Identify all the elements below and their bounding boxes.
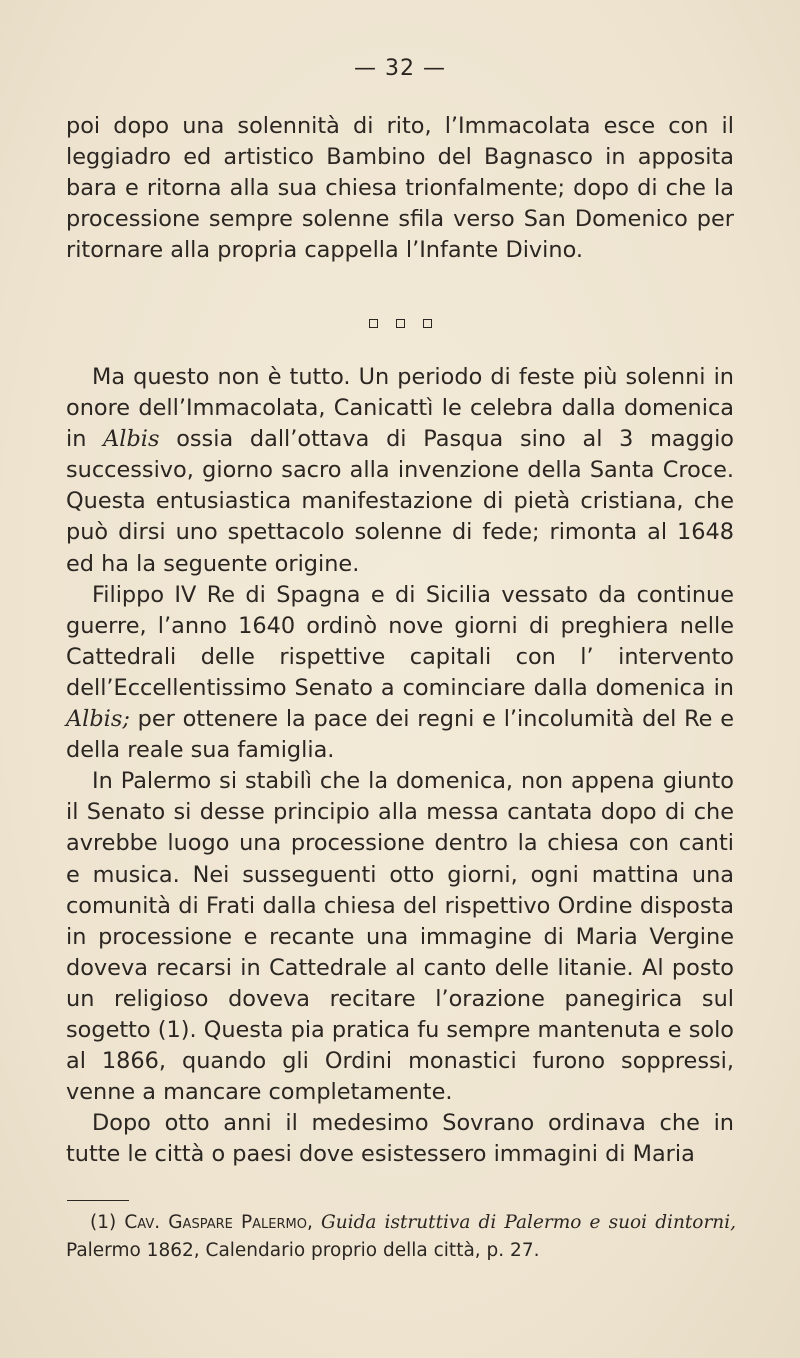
paragraph-filippo: Filippo IV Re di Spagna e di Sicilia vessato da continue guerre, l’anno 1640 ordinò nove giorni di preghiera nelle Cattedrali delle rispettive capitali con l’ intervento dell’Eccellentissimo Senato a cominciare dalla domenica in Albis; per ottenere la pace dei regni e l’incolumità del Re e della reale sua famiglia. [66, 581, 734, 764]
ornament-square-icon [423, 319, 432, 328]
ornament-square-icon [396, 319, 405, 328]
paragraph-palermo: In Palermo si stabilì che la domenica, non appena giunto il Senato si desse principio alla messa cantata dopo di che avrebbe luogo una processione dentro la chiesa con canti e musica. Nei susseguenti otto giorni, ogni mattina una comunità di Frati dalla chiesa del rispettivo Ordine disposta in processione e recante una immagine di Maria Vergine doveva recarsi in Cattedrale al canto delle litanie. Al posto un religioso doveva recitare l’orazione panegirica sul sogetto (1). Questa pia pratica fu sempre mantenuta e solo al 1866, quando gli Ordini monastici furono soppressi, venne a mancare completamente. [66, 768, 734, 1106]
text-block-top [66, 111, 734, 266]
footnote-divider [67, 1200, 129, 1201]
paragraph-sovrano: Dopo otto anni il medesimo Sovrano ordinava che in tutte le città o paesi dove esistessero immagini di Maria [66, 1110, 734, 1168]
footnote-marker: (1) [90, 1212, 117, 1233]
footnote [66, 1209, 736, 1265]
footnote-details: Palermo 1862, Calendario proprio della città, p. 27. [66, 1240, 540, 1261]
italic-term-albis: Albis; [66, 706, 130, 733]
paragraph-continuation: poi dopo una solennità di rito, l’Immacolata esce con il leggiadro ed artistico Bambino del Bagnasco in apposita bara e ritorna alla sua chiesa trionfalmente; dopo di che la processione sempre solenne sfila verso San Domenico per ritornare alla propria cappella l’Infante Divino. [66, 113, 734, 264]
text-block-main [66, 362, 734, 1170]
footnote-title: Guida istruttiva di Palermo e suoi dintorni, [320, 1212, 736, 1233]
section-ornament [0, 313, 800, 332]
footnote-author: Cav. Gaspare Palermo, [124, 1212, 313, 1233]
ornament-square-icon [369, 319, 378, 328]
page-number: — 32 — [354, 56, 446, 81]
paragraph-feste: Ma questo non è tutto. Un periodo di feste più solenni in onore dell’Immacolata, Canicattì le celebra dalla domenica in Albis ossia dall’ottava di Pasqua sino al 3 maggio successivo, giorno sacro alla invenzione della Santa Croce. Questa entusiastica manifestazione di pietà cristiana, che può dirsi uno spettacolo solenne di fede; rimonta al 1648 ed ha la seguente origine. [66, 364, 734, 577]
italic-term-albis: Albis [103, 426, 160, 453]
